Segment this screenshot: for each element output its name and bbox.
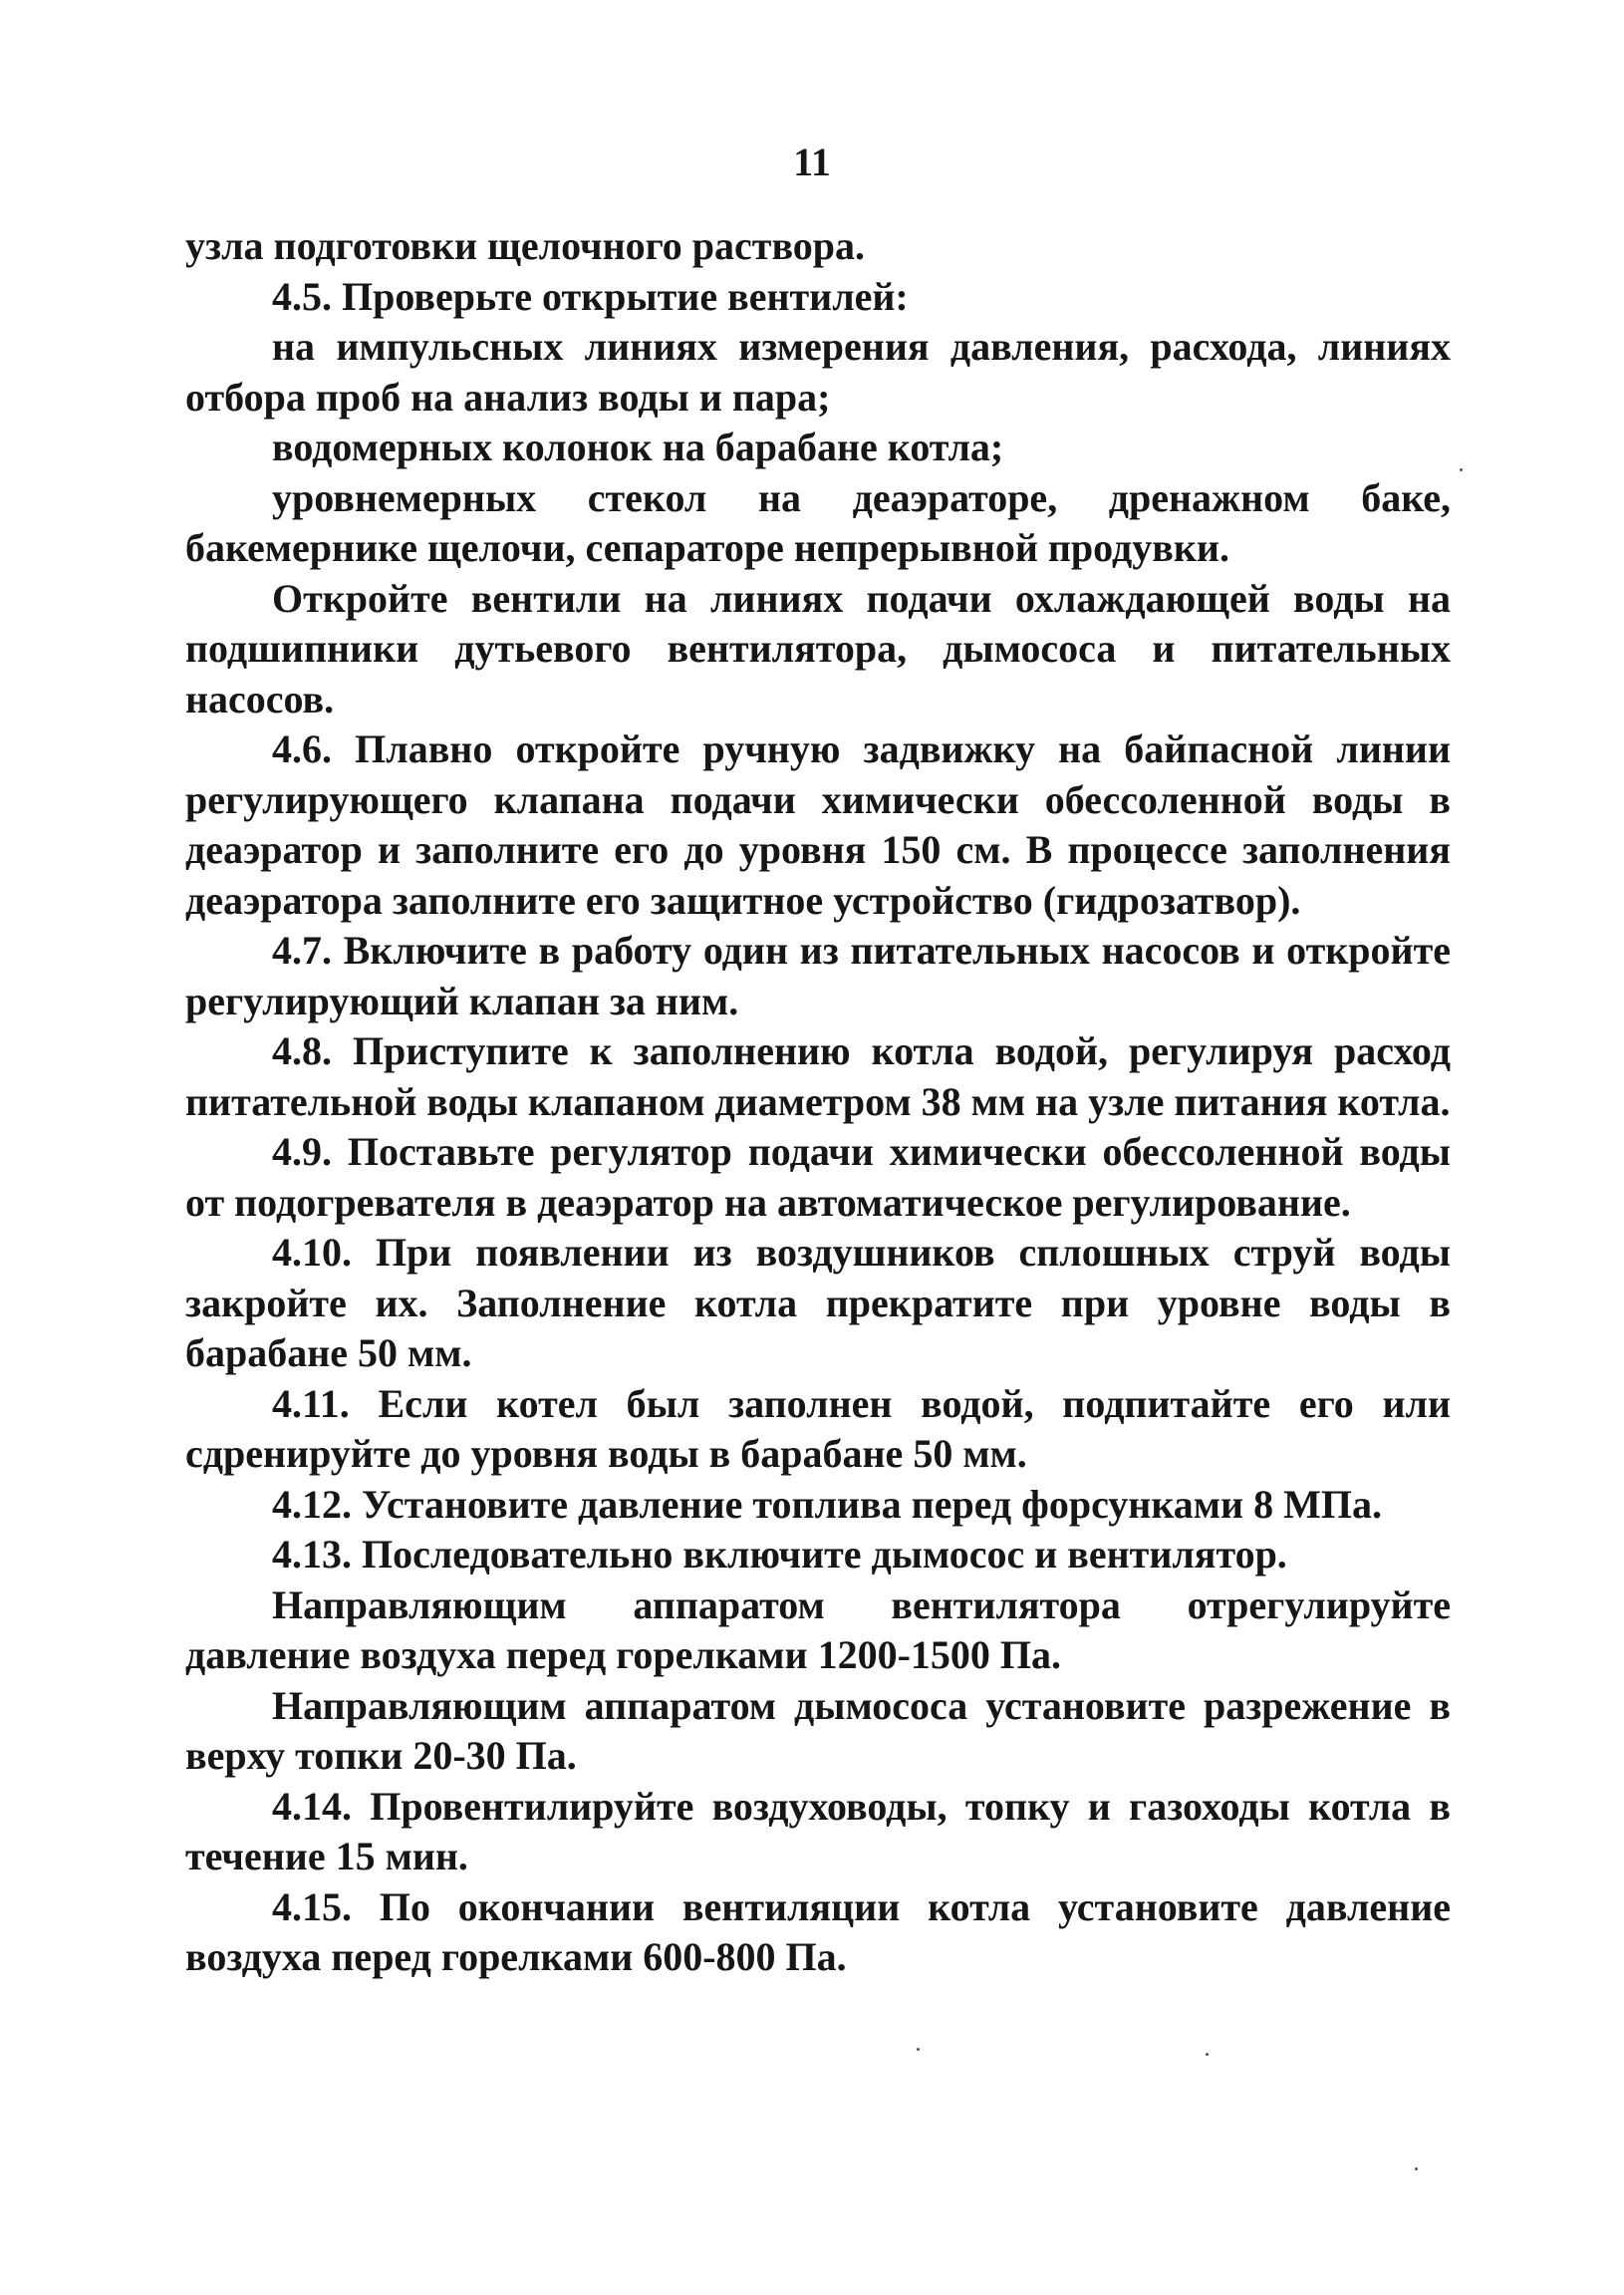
paragraph-4-15: 4.15. По окончании вентиляции котла установите давление воздуха перед горелками 600-800 Па. (185, 1883, 1451, 1979)
scan-speck (1206, 2053, 1209, 2056)
body-text (185, 221, 1451, 1983)
paragraph-continuation: узла подготовки щелочного раствора. (185, 223, 866, 268)
paragraph-4-11: 4.11. Если котел был заполнен водой, подпитайте его или сдренируйте до уровня воды в барабане 50 мм. (185, 1380, 1451, 1476)
paragraph-4-7: 4.7. Включите в работу один из питательных насосов и откройте регулирующий клапан за ним. (185, 928, 1451, 1023)
scan-speck (917, 2048, 920, 2051)
paragraph-fan-guide-vane: Направляющим аппаратом вентилятора отрегулируйте давление воздуха перед горелками 1200-1500 Па. (185, 1581, 1451, 1677)
paragraph-cooling-water: Откройте вентили на линиях подачи охлаждающей воды на подшипники дутьевого вентилятора, дымососа и питательных насосов. (185, 575, 1451, 721)
page-number: 11 (793, 140, 831, 184)
paragraph-level-glasses: уровнемерных стекол на деаэраторе, дренажном баке, бакемернике щелочи, сепараторе непрерывной продувки. (185, 474, 1451, 570)
paragraph-exhauster-guide-vane: Направляющим аппаратом дымососа установите разрежение в верху топки 20-30 Па. (185, 1682, 1451, 1778)
paragraph-4-10: 4.10. При появлении из воздушников сплошных струй воды закройте их. Заполнение котла прекратите при уровне воды в барабане 50 мм. (185, 1230, 1451, 1375)
paragraph-4-5-heading: 4.5. Проверьте открытие вентилей: (272, 273, 909, 319)
scan-speck (1460, 468, 1463, 471)
paragraph-impulse-lines: на импульсных линиях измерения давления, расхода, линиях отбора проб на анализ воды и пара; (185, 324, 1451, 420)
paragraph-4-8: 4.8. Приступите к заполнению котла водой, регулируя расход питательной воды клапаном диаметром 38 мм на узле питания котла. (185, 1028, 1451, 1124)
paragraph-4-9: 4.9. Поставьте регулятор подачи химически обессоленной воды от подогревателя в деаэратор на автоматическое регулирование. (185, 1129, 1451, 1225)
paragraph-water-columns: водомерных колонок на барабане котла; (272, 425, 1004, 469)
paragraph-4-6: 4.6. Плавно откройте ручную задвижку на байпасной линии регулирующего клапана подачи химически обессоленной воды в деаэратор и заполните его до уровня 150 см. В процессе заполнения деаэратора заполните его защитное устройство (гидрозатвор). (185, 726, 1451, 923)
paragraph-4-14: 4.14. Провентилируйте воздуховоды, топку и газоходы котла в течение 15 мин. (185, 1783, 1451, 1878)
paragraph-4-13: 4.13. Последовательно включите дымосос и вентилятор. (272, 1532, 1287, 1577)
paragraph-4-12: 4.12. Установите давление топлива перед форсунками 8 МПа. (272, 1481, 1382, 1527)
scan-speck (1415, 2167, 1418, 2170)
